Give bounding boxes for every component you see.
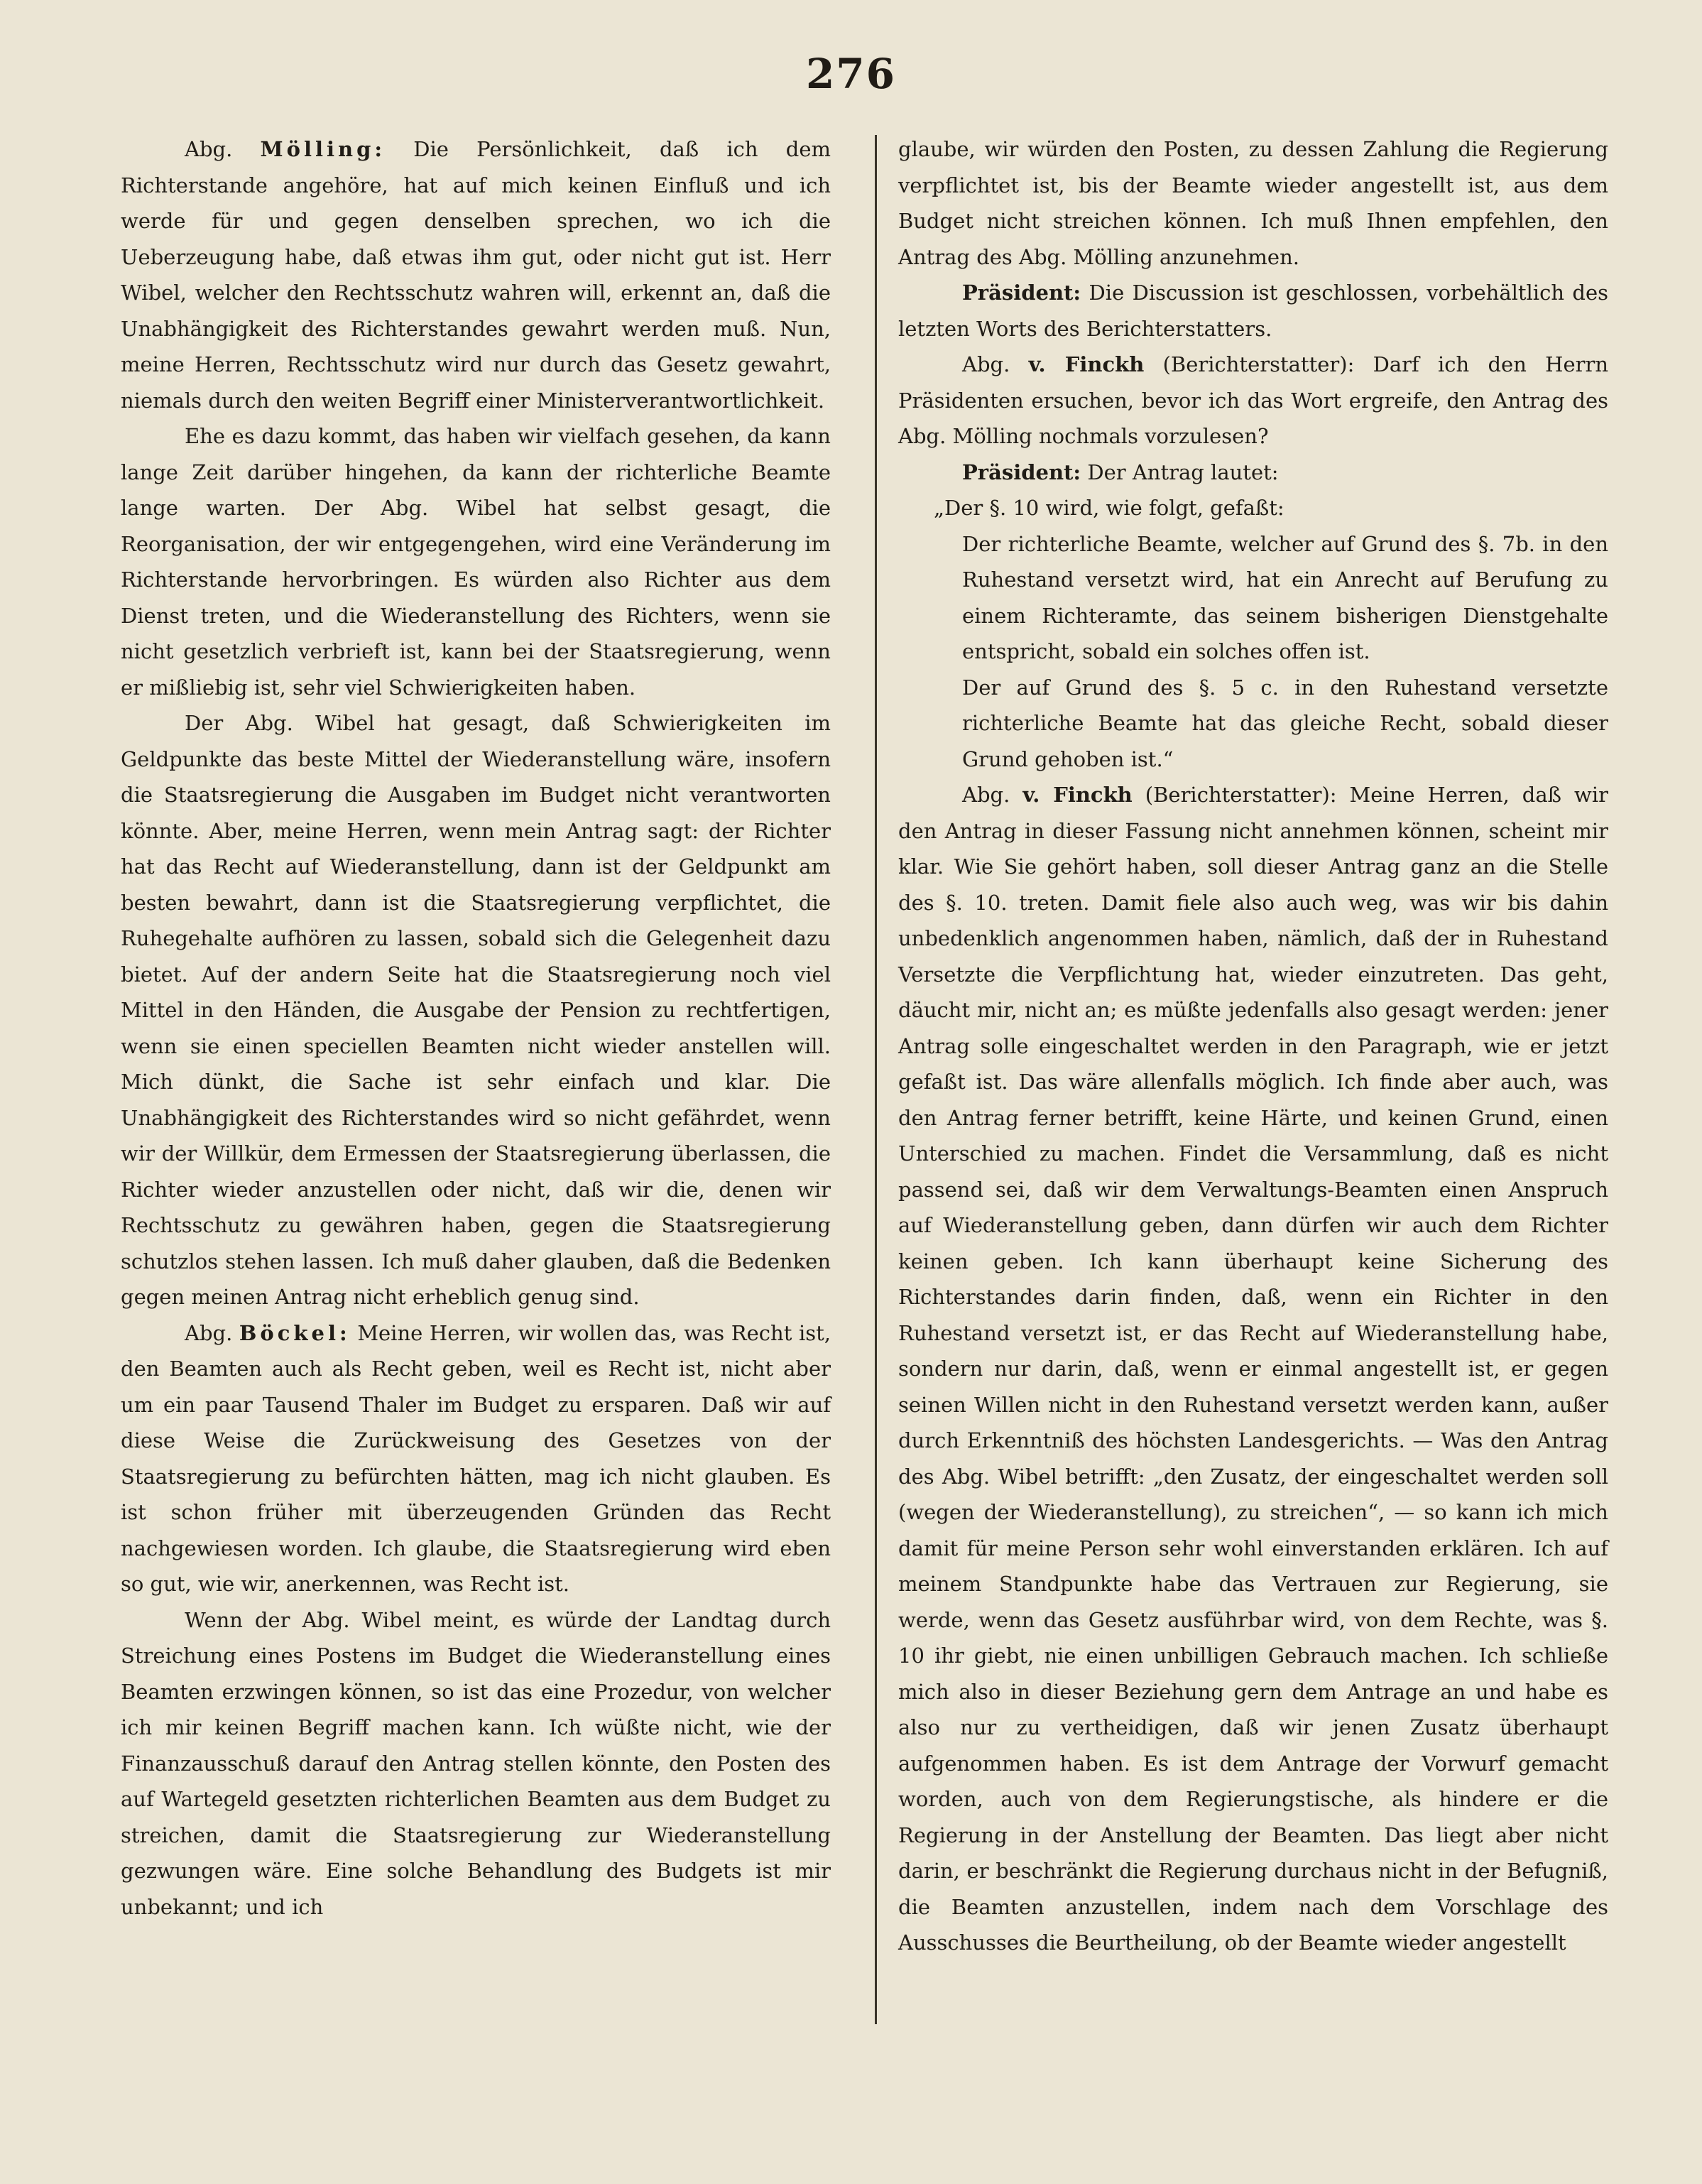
left-column	[121, 131, 831, 1925]
right-column	[898, 131, 1608, 1961]
paragraph: Abg. v. Finckh (Berichterstatter): Meine Herren, daß wir den Antrag in dieser Fassung nicht annehmen können, scheint mir klar. Wie Sie gehört haben, soll dieser Antrag ganz an die Stelle des §. 10. treten. Damit fiele also auch weg, was wir bis dahin unbedenklich angenommen haben, nämlich, daß der in Ruhestand Versetzte die Verpflichtung hat, wieder einzutreten. Das geht, däucht mir, nicht an; es müßte jedenfalls also gesagt werden: jener Antrag solle eingeschaltet werden in den Paragraph, wie er jetzt gefaßt ist. Das wäre allenfalls möglich. Ich finde aber auch, was den Antrag ferner betrifft, keine Härte, und keinen Grund, einen Unterschied zu machen. Findet die Versammlung, daß es nicht passend sei, daß wir dem Verwaltungs-Beamten einen Anspruch auf Wiederanstellung geben, dann dürfen wir auch dem Richter keinen geben. Ich kann überhaupt keine Sicherung des Richterstandes darin finden, daß, wenn ein Richter in den Ruhestand versetzt ist, er das Recht auf Wiederanstellung habe, sondern nur darin, daß, wenn er einmal angestellt ist, er gegen seinen Willen nicht in den Ruhestand versetzt werden kann, außer durch Erkenntniß des höchsten Landesgerichts. — Was den Antrag des Abg. Wibel betrifft: „den Zusatz, der eingeschaltet werden soll (wegen der Wiederanstellung), zu streichen“, — so kann ich mich damit für meine Person sehr wohl einverstanden erklären. Ich auf meinem Standpunkte habe das Vertrauen zur Regierung, sie werde, wenn das Gesetz ausführbar wird, von dem Rechte, was §. 10 ihr giebt, nie einen unbilligen Gebrauch machen. Ich schließe mich also in dieser Beziehung gern dem Antrage an und habe es also nur zu vertheidigen, daß wir jenen Zusatz überhaupt aufgenommen haben. Es ist dem Antrage der Vorwurf gemacht worden, auch von dem Regierungstische, als hindere er die Regierung in der Anstellung der Beamten. Das liegt aber nicht darin, er beschränkt die Regierung durchaus nicht in der Befugniß, die Beamten anzustellen, indem nach dem Vorschlage des Ausschusses die Beurtheilung, ob der Beamte wieder angestellt	[898, 783, 1608, 1955]
speaker-name: Präsident:	[962, 281, 1081, 305]
column-divider	[875, 135, 877, 2024]
paragraph: Präsident: Der Antrag lautet:	[962, 460, 1279, 484]
quote-paragraph: Der auf Grund des §. 5 c. in den Ruhestand versetzte richterliche Beamte hat das gleiche Recht, sobald dieser Grund gehoben ist.“	[962, 675, 1608, 771]
speaker-name: v. Finckh	[1028, 352, 1145, 376]
speaker-name: Böckel:	[239, 1320, 351, 1345]
paragraph: glaube, wir würden den Posten, zu dessen Zahlung die Regierung verpflichtet ist, bis der Beamte wieder angestellt ist, aus dem Budget nicht streichen können. Ich muß Ihnen empfehlen, den Antrag des Abg. Mölling anzunehmen.	[898, 137, 1608, 269]
paragraph: Abg. Mölling: Die Persönlichkeit, daß ich dem Richterstande angehöre, hat auf mich keinen Einfluß und ich werde für und gegen denselben sprechen, wo ich die Ueberzeugung habe, daß etwas ihm gut, oder nicht gut ist. Herr Wibel, welcher den Rechtsschutz wahren will, erkennt an, daß die Unabhängigkeit des Richterstandes gewahrt werden muß. Nun, meine Herren, Rechtsschutz wird nur durch das Gesetz gewahrt, niemals durch den weiten Begriff einer Ministerverantwortlichkeit.	[121, 137, 831, 413]
quote-line: „Der §. 10 wird, wie folgt, gefaßt:	[934, 496, 1284, 520]
speaker-name: v. Finckh	[1022, 783, 1133, 807]
paragraph: Abg. Böckel: Meine Herren, wir wollen das, was Recht ist, den Beamten auch als Recht geben, weil es Recht ist, nicht aber um ein paar Tausend Thaler im Budget zu ersparen. Daß wir auf diese Weise die Zurückweisung des Gesetzes von der Staatsregierung zu befürchten hätten, mag ich nicht glauben. Es ist schon früher mit überzeugenden Gründen das Recht nachgewiesen worden. Ich glaube, die Staatsregierung wird eben so gut, wie wir, anerkennen, was Recht ist.	[121, 1320, 831, 1596]
paragraph: Präsident: Die Discussion ist geschlossen, vorbehältlich des letzten Worts des Berichterstatters.	[898, 281, 1609, 341]
speaker-name: Mölling:	[260, 137, 386, 161]
quote-paragraph: Der richterliche Beamte, welcher auf Grund des §. 7b. in den Ruhestand versetzt wird, hat ein Anrecht auf Berufung zu einem Richteramte, das seinem bisherigen Dienstgehalte entspricht, sobald ein solches offen ist.	[962, 531, 1608, 663]
speaker-name: Präsident:	[962, 460, 1081, 484]
paragraph: Abg. v. Finckh (Berichterstatter): Darf ich den Herrn Präsidenten ersuchen, bevor ich das Wort ergreife, den Antrag des Abg. Mölling nochmals vorzulesen?	[898, 352, 1609, 448]
paragraph: Wenn der Abg. Wibel meint, es würde der Landtag durch Streichung eines Postens im Budget die Wiederanstellung eines Beamten erzwingen können, so ist das eine Prozedur, von welcher ich mir keinen Begriff machen kann. Ich wüßte nicht, wie der Finanzausschuß darauf den Antrag stellen könnte, den Posten des auf Wartegeld gesetzten richterlichen Beamten aus dem Budget zu streichen, damit die Staatsregierung zur Wiederanstellung gezwungen wäre. Eine solche Behandlung des Budgets ist mir unbekannt; und ich	[121, 1607, 831, 1919]
paragraph: Ehe es dazu kommt, das haben wir vielfach gesehen, da kann lange Zeit darüber hingehen, da kann der richterliche Beamte lange warten. Der Abg. Wibel hat selbst gesagt, die Reorganisation, der wir entgegengehen, wird eine Veränderung im Richterstande hervorbringen. Es würden also Richter aus dem Dienst treten, und die Wiederanstellung des Richters, wenn sie nicht gesetzlich verbrieft ist, kann bei der Staatsregierung, wenn er mißliebig ist, sehr viel Schwierigkeiten haben.	[121, 424, 831, 700]
page-number: 276	[805, 50, 897, 98]
paragraph: Der Abg. Wibel hat gesagt, daß Schwierigkeiten im Geldpunkte das beste Mittel der Wiederanstellung wäre, insofern die Staatsregierung die Ausgaben im Budget nicht verantworten könnte. Aber, meine Herren, wenn mein Antrag sagt: der Richter hat das Recht auf Wiederanstellung, dann ist der Geldpunkt am besten bewahrt, dann ist die Staatsregierung verpflichtet, die Ruhegehalte aufhören zu lassen, sobald sich die Gelegenheit dazu bietet. Auf der andern Seite hat die Staatsregierung noch viel Mittel in den Händen, die Ausgabe der Pension zu rechtfertigen, wenn sie einen speciellen Beamten nicht wieder anstellen will. Mich dünkt, die Sache ist sehr einfach und klar. Die Unabhängigkeit des Richterstandes wird so nicht gefährdet, wenn wir der Willkür, dem Ermessen der Staatsregierung überlassen, die Richter wieder anzustellen oder nicht, daß wir die, denen wir Rechtsschutz zu gewähren haben, gegen die Staatsregierung schutzlos stehen lassen. Ich muß daher glauben, daß die Bedenken gegen meinen Antrag nicht erheblich genug sind.	[121, 711, 831, 1309]
